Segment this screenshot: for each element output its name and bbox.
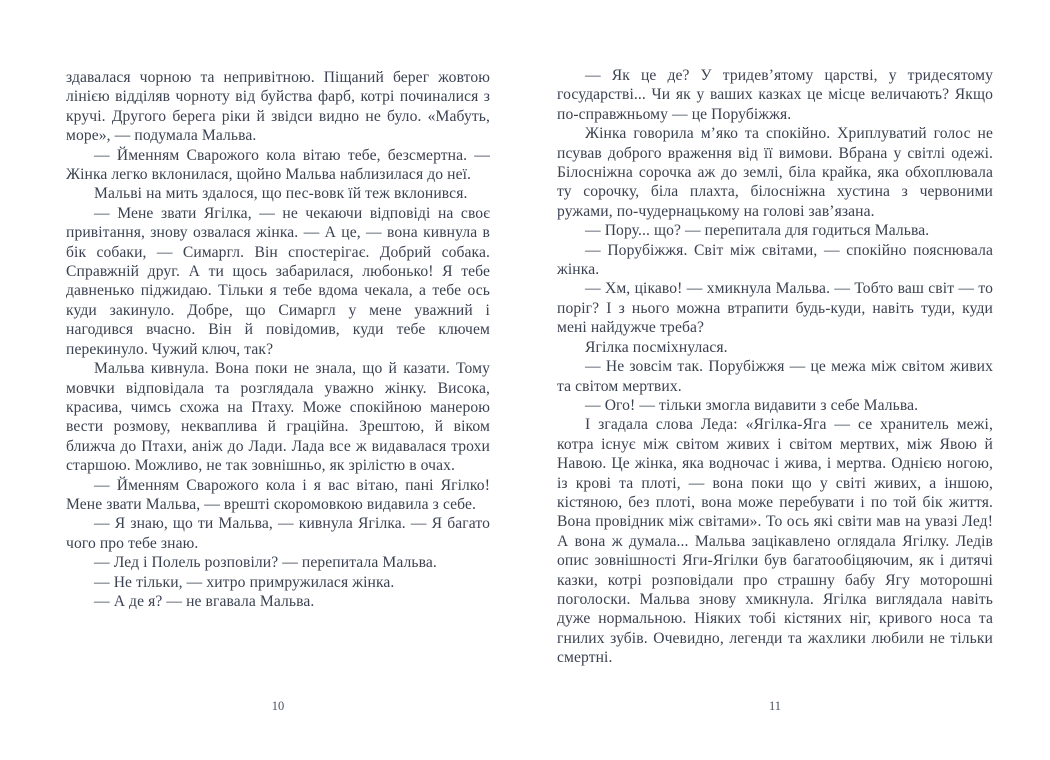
paragraph: І згадала слова Леда: «Ягілка-Яга — се хранитель межі, котра існує між світом живих і світом мертвих, між Явою й Навою. Це жінка, яка водночас і жива, і мертва. Однією ногою, із крові та плоті, — вона поки що у світі живих, а іншою, кістяною, без плоті, вона може перебувати і по той бік життя. Вона провідник між світами». То ось які світи мав на увазі Лед! А вона ж думала... Мальва зацікавлено оглядала Ягілку. Ледів опис зовнішності Яги-Ягілки був багатообіцяючим, як і дитячі казки, котрі розповідали про страшну бабу Ягу моторошні поголоски. Мальва знову хмикнула. Ягілка виглядала навіть дуже нормальною. Ніяких тобі кістяних ніг, кривого носа та гнилих зубів. Очевидно, легенди та жахлики любили не тільки смертні. [557,416,993,667]
paragraph: — Пору... що? — перепитала для годиться Мальва. [585,222,930,240]
paragraph: — Не тільки, — хитро примружилася жінка. [94,573,395,591]
paragraph: — Як це де? У тридев’ятому царстві, у тридесятому государстві... Чи як у ваших казках це місце величають? Якщо по-справжньому — це Порубіжжя. [557,67,993,123]
page-right [557,0,993,760]
paragraph: Мальва кивнула. Вона поки не знала, що й казати. Тому мовчки відповідала та розглядала уважно жінку. Висока, красива, чимсь схожа на Птаху. Може спокійною манерою вести розмову, некваплива й граційна. Зрештою, й віком ближча до Птахи, аніж до Лади. Лада все ж видавалася трохи старшою. Можливо, не так зовнішньо, як зрілістю в очах. [66,360,490,475]
paragraph: — Порубіжжя. Світ між світами, — спокійно пояснювала жінка. [557,241,993,279]
paragraph: Ягілка посміхнулася. [585,338,728,356]
paragraph: — Лед і Полель розповіли? — перепитала Мальва. [94,554,437,572]
paragraph: Жінка говорила м’яко та спокійно. Хриплуватий голос не псував доброго враження від її вимови. Вбрана у світлі одежі. Білосніжна сорочка аж до землі, біла крайка, яка обхоплювала ту сорочку, біла плахта, білосніжна хустина з червоними ружами, по-чудернацькому на голові зав’язана. [557,125,993,220]
page-left-text [66,68,490,611]
paragraph: — Я знаю, що ти Мальва, — кивнула Ягілка. — Я багато чого про тебе знаю. [66,515,490,552]
paragraph: — Йменням Сварожого кола вітаю тебе, безсмертна. — Жінка легко вклонилася, щойно Мальва наблизилася до неї. [66,146,490,184]
paragraph: Мальві на мить здалося, що пес-вовк їй теж вклонився. [94,185,468,203]
page-right-text [557,66,993,668]
paragraph: — Не зовсім так. Порубіжжя — це межа між світом живих та світом мертвих. [557,358,993,395]
page-left [66,0,490,760]
paragraph: здавалася чорною та непривітною. Піщаний берег жовтою лінією відділяв чорноту від буйства фарб, котрі починалися з кручі. Другого берега ріки й звідси видно не було. «Мабуть, море», — подумала Мальва. [66,69,490,145]
paragraph: — Йменням Сварожого кола і я вас вітаю, пані Ягілко! Мене звати Мальва, — врешті скоромовкою видавила з себе. [66,476,490,513]
paragraph: — Ого! — тільки змогла видавити з себе Мальва. [585,396,919,414]
paragraph: — Мене звати Ягілка, — не чекаючи відповіді на своє привітання, знову озвалася жінка. — А це, — вона кивнула в бік собаки, — Симаргл. Він спостерігає. Добрий собака. Справжній друг. А ти щось забарилася, любонько! Я тебе давненько піджидаю. Тільки я тебе вдома чекала, а тебе ось куди закинуло. Добре, що Симаргл у мене уважний і нагодився вчасно. Він й повідомив, куди тебе ключем перекинуло. Чужий ключ, так? [66,204,490,358]
paragraph: — Хм, цікаво! — хмикнула Мальва. — Тобто ваш світ — то поріг? І з нього можна втрапити будь-куди, навіть туди, куди мені найдужче треба? [557,280,993,337]
page-number-left: 10 [271,699,285,713]
page-number-right: 11 [768,699,782,713]
paragraph: — А де я? — не вгавала Мальва. [94,592,315,610]
